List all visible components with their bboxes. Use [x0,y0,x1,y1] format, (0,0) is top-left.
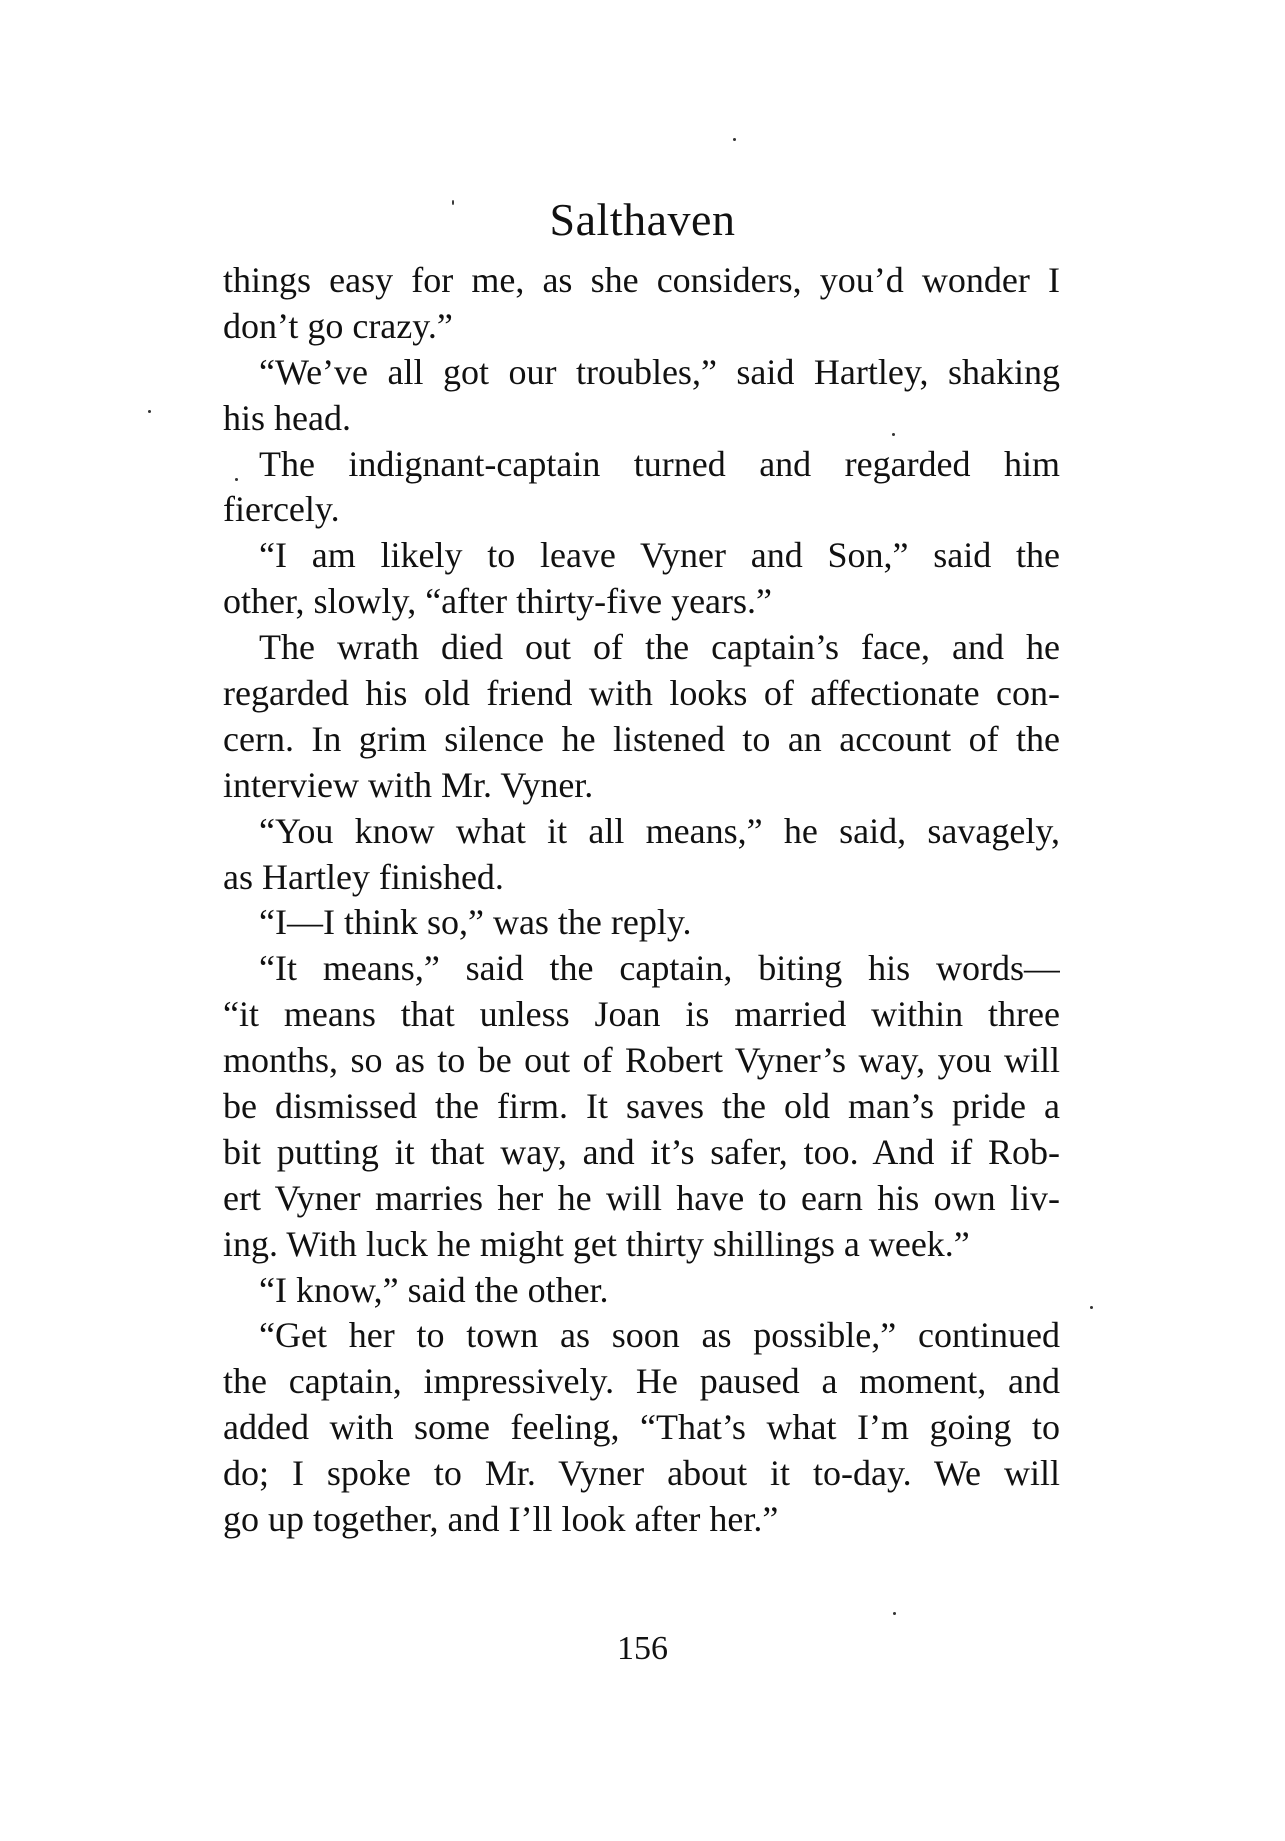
print-speck [452,200,454,205]
print-speck [1090,1306,1093,1309]
text-line: be dismissed the firm. It saves the old man’s pride a [223,1086,1060,1127]
print-speck [733,138,736,141]
text-line: regarded his old friend with looks of affectionate con- [223,673,1060,714]
text-line: “You know what it all means,” he said, savagely, [259,810,1060,851]
text-line: “Get her to town as soon as possible,” continued [259,1315,1060,1356]
print-speck [235,478,238,481]
text-line: months, so as to be out of Robert Vyner’s way, you will [223,1040,1060,1081]
print-speck [893,1612,896,1615]
text-line: don’t go crazy.” [223,305,453,346]
print-speck [148,410,151,413]
text-line: ert Vyner marries her he will have to earn his own liv- [223,1177,1060,1218]
text-line: “We’ve all got our troubles,” said Hartley, shaking [259,351,1060,392]
text-line: other, slowly, “after thirty-five years.” [223,581,772,622]
text-line: “it means that unless Joan is married within three [223,994,1060,1035]
text-line: “It means,” said the captain, biting his words— [259,948,1060,989]
text-line: his head. [223,397,351,438]
text-line: fiercely. [223,489,340,530]
running-head: Salthaven [549,194,736,245]
text-line: the captain, impressively. He paused a moment, and [223,1361,1060,1402]
text-line: “I—I think so,” was the reply. [259,902,692,943]
page-number: 156 [617,1630,668,1667]
text-line: The wrath died out of the captain’s face, and he [259,627,1060,668]
text-line: The indignant-captain turned and regarded him [259,443,1060,484]
text-line: added with some feeling, “That’s what I’m going to [223,1407,1060,1448]
text-line: things easy for me, as she considers, you’d wonder I [223,260,1060,300]
text-line: as Hartley finished. [223,856,504,897]
text-line: interview with Mr. Vyner. [223,764,594,805]
text-line: cern. In grim silence he listened to an account of the [223,718,1060,759]
text-line: “I know,” said the other. [259,1269,609,1310]
text-line: bit putting it that way, and it’s safer, too. And if Rob- [223,1131,1060,1172]
text-line: go up together, and I’ll look after her.” [223,1499,779,1540]
text-line: do; I spoke to Mr. Vyner about it to-day. We will [223,1453,1060,1494]
text-line: ing. With luck he might get thirty shillings a week.” [223,1223,970,1264]
body-text [223,258,1060,1543]
text-line: “I am likely to leave Vyner and Son,” said the [259,535,1060,576]
print-speck [892,433,895,436]
